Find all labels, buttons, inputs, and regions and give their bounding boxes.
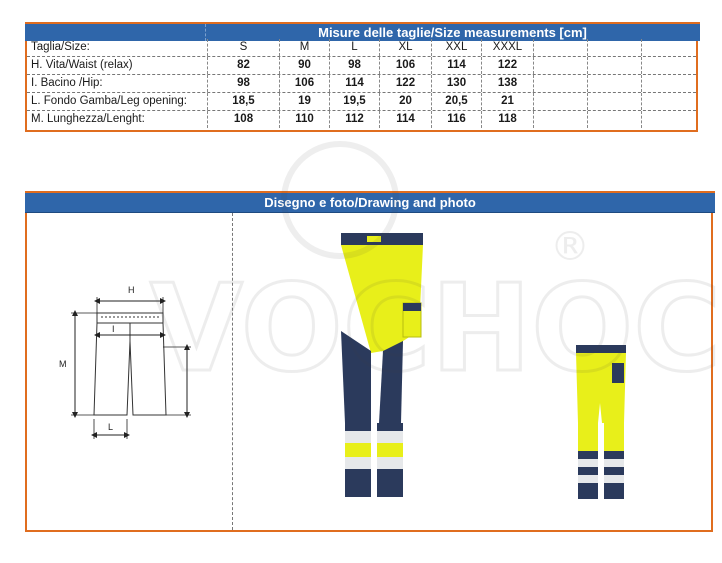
table-cell: 108 [207, 111, 279, 128]
dimension-m-label: M [59, 359, 67, 369]
size-col-header: XXL [431, 39, 481, 56]
size-table-title: Misure delle taglie/Size measurements [cm] [318, 25, 587, 40]
size-col-header [641, 39, 696, 56]
table-cell [533, 57, 587, 74]
size-col-header [533, 39, 587, 56]
table-cell: 114 [329, 75, 379, 92]
trousers-outline [94, 313, 166, 415]
drawing-and-photo-section [25, 191, 713, 532]
trousers-technical-drawing [57, 273, 227, 443]
size-header-label: Taglia/Size: [31, 41, 90, 53]
table-cell: 106 [379, 57, 431, 74]
table-cell: 122 [481, 57, 533, 74]
size-header-row [27, 39, 696, 57]
table-cell: 112 [329, 111, 379, 128]
table-cell [533, 75, 587, 92]
table-cell: 20,5 [431, 93, 481, 110]
table-row-waist [27, 57, 696, 75]
table-cell: 98 [207, 75, 279, 92]
table-cell [641, 111, 696, 128]
table-cell [587, 57, 641, 74]
table-cell: 114 [379, 111, 431, 128]
table-cell [587, 93, 641, 110]
table-cell: 110 [279, 111, 329, 128]
table-row-leg-opening [27, 93, 696, 111]
svg-text:®: ® [550, 224, 590, 270]
table-row-length [27, 111, 696, 129]
size-col-header: S [207, 39, 279, 56]
table-cell [641, 57, 696, 74]
dimension-i-label: I [112, 324, 115, 334]
table-cell: 82 [207, 57, 279, 74]
table-cell: 130 [431, 75, 481, 92]
table-cell: 20 [379, 93, 431, 110]
table-cell: 106 [279, 75, 329, 92]
table-cell [587, 75, 641, 92]
table-cell [587, 111, 641, 128]
svg-text:VOCHOC: VOCHOC [150, 260, 722, 399]
size-measurements-table [25, 22, 698, 132]
size-col-header: XXXL [481, 39, 533, 56]
table-cell [533, 111, 587, 128]
size-col-header: XL [379, 39, 431, 56]
size-col-header [587, 39, 641, 56]
row-label-waist: H. Vita/Waist (relax) [31, 59, 133, 71]
dimension-l-label: L [108, 422, 114, 432]
trousers-photo-large [327, 231, 437, 501]
table-cell: 98 [329, 57, 379, 74]
row-label-hip: I. Bacino /Hip: [31, 77, 103, 89]
table-cell: 19,5 [329, 93, 379, 110]
table-cell: 18,5 [207, 93, 279, 110]
size-col-header: L [329, 39, 379, 56]
section-divider [232, 213, 233, 530]
drawing-section-title: Disegno e foto/Drawing and photo [264, 195, 476, 210]
table-cell: 21 [481, 93, 533, 110]
row-label-length: M. Lunghezza/Lenght: [31, 113, 145, 125]
table-cell: 118 [481, 111, 533, 128]
table-cell: 114 [431, 57, 481, 74]
drawing-section-title-bar [25, 191, 715, 213]
table-cell: 19 [279, 93, 329, 110]
table-row-hip [27, 75, 696, 93]
table-cell: 138 [481, 75, 533, 92]
table-cell [641, 93, 696, 110]
table-cell [641, 75, 696, 92]
size-col-header: M [279, 39, 329, 56]
table-cell: 90 [279, 57, 329, 74]
dimension-h-label: H [128, 285, 135, 295]
trousers-photo-small [572, 343, 632, 503]
row-label-leg-opening: L. Fondo Gamba/Leg opening: [31, 95, 188, 107]
table-cell: 122 [379, 75, 431, 92]
table-cell [533, 93, 587, 110]
table-cell: 116 [431, 111, 481, 128]
